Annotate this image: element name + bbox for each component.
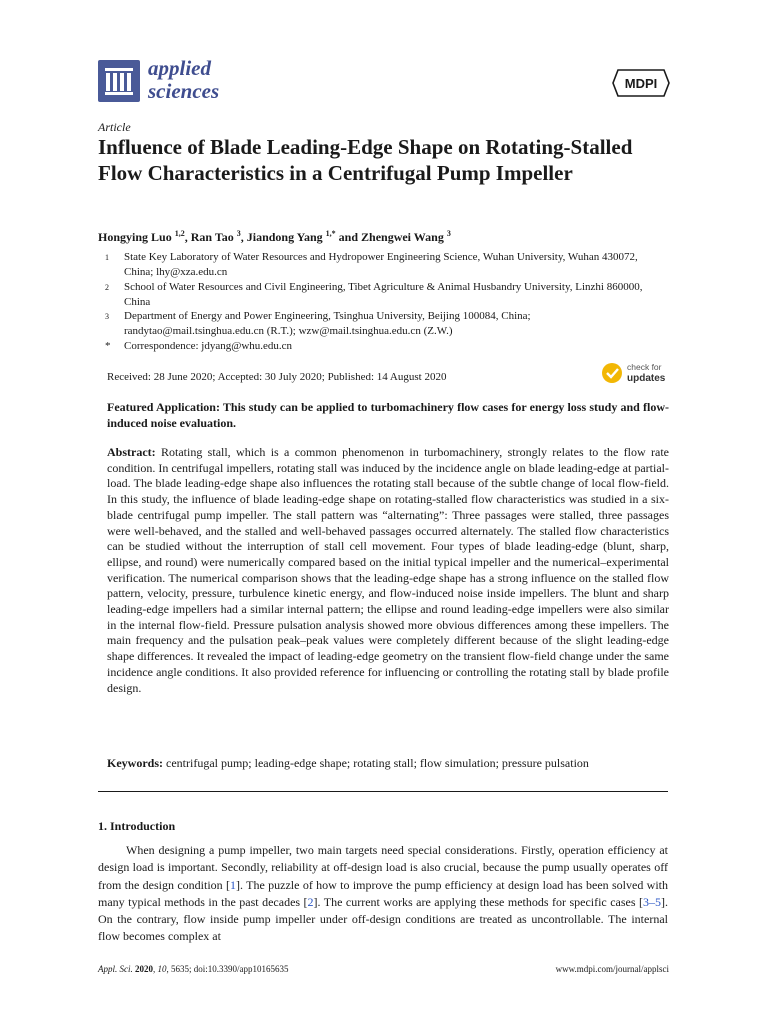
abstract — [107, 445, 669, 696]
keywords-label: Keywords: — [107, 756, 163, 770]
publisher-name: MDPI — [624, 76, 658, 91]
divider — [98, 791, 668, 792]
footer-citation: Appl. Sci. 2020, 10, 5635; doi:10.3390/app10165635 — [98, 964, 289, 974]
journal-logo-icon — [98, 60, 140, 102]
section-heading: 1. Introduction — [98, 819, 176, 833]
author-name: Jiandong Yang — [246, 230, 323, 244]
author-affil: 3 — [446, 229, 451, 238]
author-name: Ran Tao — [190, 230, 234, 244]
intro-paragraph: When designing a pump impeller, two main targets need special considerations. Firstly, operation efficiency at design load is important. Secondly, reliability at off-design load is also crucial, because the pump usually operates off from the design condition [1]. The puzzle of how to improve the pump efficiency at design load has been solved with many typical methods in the past decades [2]. The current works are applying these methods for specific cases [3–5]. On the contrary, flow inside pump impeller under off-design conditions are treated as uncontrollable. The internal flow becomes complex at — [98, 843, 669, 944]
publisher-logo — [612, 68, 670, 103]
author-name: Zhengwei Wang — [361, 230, 444, 244]
check-label: check for — [627, 362, 662, 372]
keywords — [107, 756, 669, 771]
author-affil: 3 — [236, 229, 241, 238]
author-affil: 1,* — [325, 229, 336, 238]
reference-link[interactable]: 2 — [307, 894, 314, 909]
author-name: Hongying Luo — [98, 230, 172, 244]
reference-link[interactable]: 1 — [230, 877, 237, 892]
article-type: Article — [98, 120, 131, 134]
paper-title: Influence of Blade Leading-Edge Shape on Rotating-Stalled Flow Characteristics in a Centrifugal Pump Impeller — [98, 135, 633, 185]
journal-name: applied sciences — [148, 56, 220, 103]
author-list: Hongying Luo $^{1,2}$, Ran Tao $^3$, Jiandong Yang $^{1,*}$ and Zhengwei Wang $^3$ — [98, 229, 451, 244]
publication-dates: Received: 28 June 2020; Accepted: 30 July 2020; Published: 14 August 2020 — [107, 371, 447, 383]
check-for-updates-button[interactable] — [601, 360, 673, 391]
featured-application: Featured Application: This study can be applied to turbomachinery flow cases for energy loss study and flow-induced noise evaluation. — [107, 400, 669, 430]
author-affil: 1,2 — [174, 229, 185, 238]
footer-url[interactable]: www.mdpi.com/journal/applsci — [555, 964, 669, 974]
reference-link[interactable]: 3–5 — [643, 894, 662, 909]
updates-label: updates — [627, 373, 666, 384]
abstract-text: Rotating stall, which is a common phenomenon in turbomachinery, strongly relates to the flow rate condition. In centrifugal impellers, rotating stall was induced by the incidence angle on blade leading-edge at partial-load. The blade leading-edge shape also influences the rotating stall because of the subtle change of local flow-field. In this study, the influence of blade leading-edge shape on rotating-stalled flow characteristics was studied in a six-blade centrifugal pump impeller. The stall pattern was “alternating”: Three passages were stalled, three passages were well-behaved, and the stalled and well-behaved passages occurred alternately. The stalled flow characteristics can be studied without the interruption of stall cell movement. Four types of blade leading-edge (blunt, sharp, ellipse, and round) were numerically compared based on the initial typical impeller and the numerical–experimental verification. The numerical comparison shows that the leading-edge shape has a strong influence on the stalled flow pattern, velocity, pressure, turbulence kinetic energy, and flow-induced noise inside impellers. The blunt and sharp leading-edge impellers had a similar internal pattern; the ellipse and round leading-edge impellers were also similar in the internal flow-field. Pressure pulsation analysis showed more obvious differences among these impellers. The main frequency and the pulsation peak–peak values were completely different because of the slight leading-edge shape differences. It revealed the impact of leading-edge geometry on the transient flow-field change under the same incidence angle conditions. It also provided reference for influencing or controlling the rotating stall by blade profile design. — [107, 445, 669, 695]
keywords-text: centrifugal pump; leading-edge shape; rotating stall; flow simulation; pressure pulsation — [163, 756, 589, 770]
abstract-label: Abstract: — [107, 445, 156, 459]
